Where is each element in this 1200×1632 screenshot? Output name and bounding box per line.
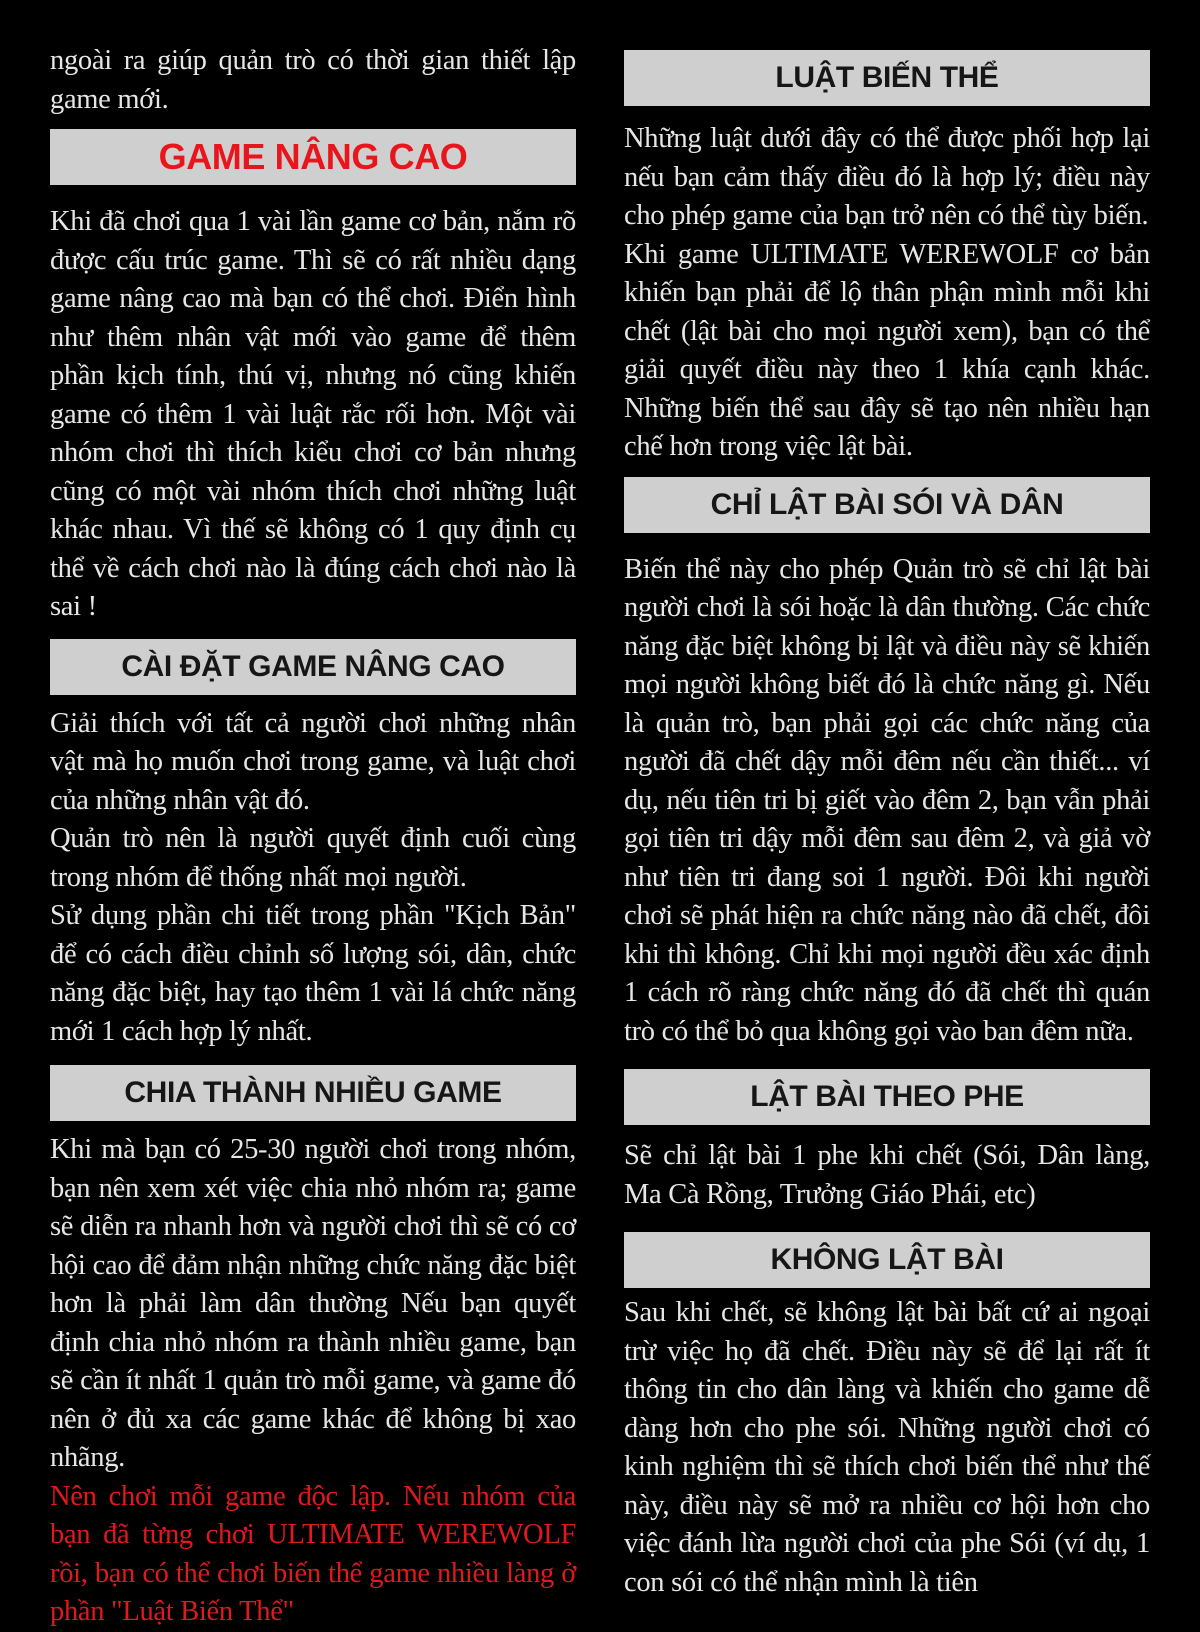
advanced-setup-heading: CÀI ĐẶT GAME NÂNG CAO — [50, 639, 576, 695]
split-games-heading: CHIA THÀNH NHIỀU GAME — [50, 1065, 576, 1121]
variant-rules-heading: LUẬT BIẾN THỂ — [624, 50, 1150, 106]
setup-paragraph-3: Sử dụng phần chi tiết trong phần "Kịch Bản" để có cách điều chỉnh số lượng sói, dân, chức năng đặc biệt, hay tạo thêm 1 vài lá chức năng mới 1 cách hợp lý nhất. — [50, 900, 576, 1047]
right-column — [624, 50, 1150, 1602]
advanced-game-heading: GAME NÂNG CAO — [50, 129, 576, 185]
reveal-by-team-heading: LẬT BÀI THEO PHE — [624, 1069, 1150, 1125]
intro-tail-paragraph: ngoài ra giúp quản trò có thời gian thiết lập game mới. — [50, 45, 576, 115]
setup-paragraph-1: Giải thích với tất cả người chơi những nhân vật mà họ muốn chơi trong game, và luật chơi của những nhân vật đó. — [50, 707, 576, 816]
split-paragraph: Khi mà bạn có 25-30 người chơi trong nhóm, bạn nên xem xét việc chia nhỏ nhóm ra; game sẽ diễn ra nhanh hơn và người chơi thì sẽ có cơ hội cao để đảm nhận những chức năng đặc biệt hơn là phải làm dân thường Nếu bạn quyết định chia nhỏ nhóm ra thành nhiều game, bạn sẽ cần ít nhất 1 quản trò mỗi game, và game đó nên ở đủ xa các game khác để không bị xao nhãng. — [50, 1134, 576, 1473]
reveal-by-team-paragraph: Sẽ chỉ lật bài 1 phe khi chết (Sói, Dân làng, Ma Cà Rồng, Trưởng Giáo Phái, etc) — [624, 1140, 1150, 1210]
reveal-wolf-villager-heading: CHỈ LẬT BÀI SÓI VÀ DÂN — [624, 477, 1150, 533]
no-reveal-paragraph: Sau khi chết, sẽ không lật bài bất cứ ai ngoại trừ việc họ đã chết. Điều này sẽ để lại rất ít thông tin cho dân làng và khiến cho game dễ dàng hơn cho phe sói. Những người chơi có kinh nghiệm thì sẽ thích chơi biến thể như thế này, điều này sẽ mở ra nhiều cơ hội hơn cho việc đánh lừa người chơi của phe Sói (ví dụ, 1 con sói có thể nhận mình là tiên — [624, 1297, 1150, 1598]
advanced-game-paragraph: Khi đã chơi qua 1 vài lần game cơ bản, nắm rõ được cấu trúc game. Thì sẽ có rất nhiều dạng game nâng cao mà bạn có thể chơi. Điển hình như thêm nhân vật mới vào game để thêm phần kịch tính, thú vị, nhưng nó cũng khiến game có thêm 1 vài luật rắc rối hơn. Một vài nhóm chơi thì thích kiểu chơi cơ bản nhưng cũng có một vài nhóm thích chơi những luật khác nhau. Vì thế sẽ không có 1 quy định cụ thể về cách chơi nào là đúng cách chơi nào là sai ! — [50, 206, 576, 622]
variants-paragraph-1: Những luật dưới đây có thể được phối hợp lại nếu bạn cảm thấy điều đó là hợp lý; điều này cho phép game của bạn trở nên có thể tùy biến. — [624, 123, 1150, 231]
split-red-note: Nên chơi mỗi game độc lập. Nếu nhóm của bạn đã từng chơi ULTIMATE WEREWOLF rồi, bạn có thể chơi biến thể game nhiều làng ở phần "Luật Biến Thể" — [50, 1480, 576, 1627]
left-column — [50, 42, 576, 1632]
setup-paragraph-2: Quản trò nên là người quyết định cuối cùng trong nhóm để thống nhất mọi người. — [50, 823, 576, 893]
variants-paragraph-2: Khi game ULTIMATE WEREWOLF cơ bản khiến bạn phải để lộ thân phận mình mỗi khi chết (lật bài cho mọi người xem), bạn có thể giải quyết điều này theo 1 khía cạnh khác. Những biến thể sau đây sẽ tạo nên nhiều hạn chế hơn trong việc lật bài. — [624, 238, 1150, 462]
no-reveal-heading: KHÔNG LẬT BÀI — [624, 1232, 1150, 1288]
reveal-wolf-villager-paragraph: Biến thể này cho phép Quản trò sẽ chỉ lật bài người chơi là sói hoặc là dân thường. Các chức năng đặc biệt không bị lật và điều này sẽ khiến mọi người không biết đó là chức năng gì. Nếu là quản trò, bạn phải gọi các chức năng của người đã chết dậy mỗi đêm nếu cần thiết... ví dụ, nếu tiên tri bị giết vào đêm 2, bạn vẫn phải gọi tiên tri dậy mỗi đêm sau đêm 2, và giả vờ như tiên tri đang soi 1 người. Đôi khi người chơi sẽ phát hiện ra chức năng nào đã chết, đôi khi thì không. Chỉ khi mọi người đều xác định 1 cách rõ ràng chức năng đó đã chết thì quán trò có thể bỏ qua không gọi vào ban đêm nữa. — [624, 553, 1150, 1047]
